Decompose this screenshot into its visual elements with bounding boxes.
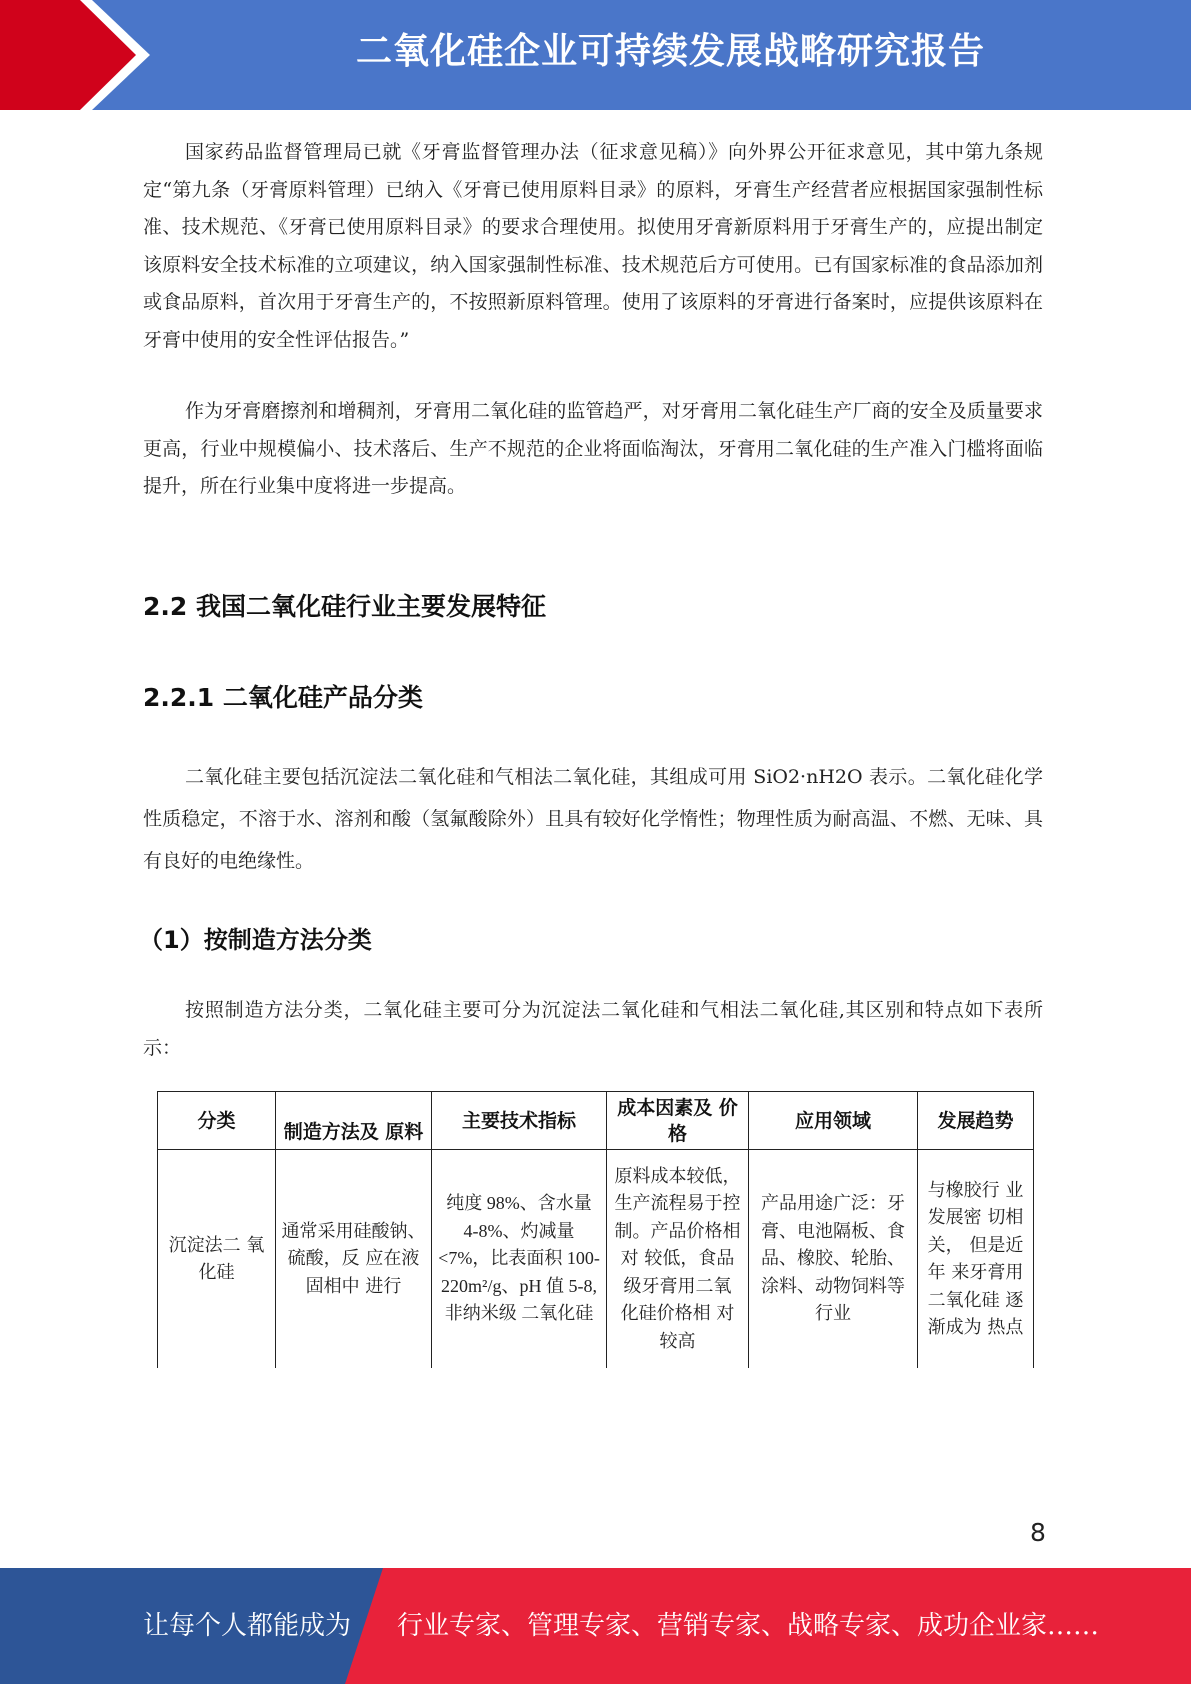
table-cell-specs: 纯度 98%、含水量 4-8%、灼减量 <7%，比表面积 100-220m²/g、pH 值 5-8, 非纳米级 二氧化硅 — [438, 1193, 600, 1324]
table-header-method: 制造方法及 原料 — [283, 1121, 424, 1143]
page-number: 8 — [1030, 1518, 1046, 1547]
page-footer — [0, 1568, 1191, 1684]
section-heading-2-2: 2.2 我国二氧化硅行业主要发展特征 — [143, 592, 546, 621]
table-header-specs: 主要技术指标 — [461, 1109, 576, 1132]
footer-slogan-left: 让每个人都能成为 — [143, 1611, 352, 1641]
table-cell-method: 通常采用硅酸钠、硫酸，反 应在液固相中 进行 — [281, 1220, 426, 1297]
section-heading-2-2-1: 2.2.1 二氧化硅产品分类 — [143, 683, 423, 712]
paragraph-supervision: 作为牙膏磨擦剂和增稠剂，牙膏用二氧化硅的监管趋严，对牙膏用二氧化硅生产厂商的安全及质量要求更高，行业中规模偏小、技术落后、生产不规范的企业将面临淘汰，牙膏用二氧化硅的生产准入门槛将面临提升，所在行业集中度将进一步提高。 — [143, 400, 1043, 497]
table-rule — [1033, 1091, 1034, 1368]
table-header-cost: 成本因素及 价格 — [617, 1096, 738, 1145]
table-header-applications: 应用领域 — [794, 1109, 871, 1132]
report-title: 二氧化硅企业可持续发展战略研究报告 — [355, 31, 985, 72]
classification-table — [157, 1091, 1034, 1368]
page-header — [0, 0, 1191, 110]
table-header-trend: 发展趋势 — [937, 1109, 1014, 1132]
header-chevron-decoration — [0, 0, 160, 110]
table-cell-trend: 与橡胶行 业发展密 切相关， 但是近年 来牙膏用二氧化硅 逐渐成为 热点 — [927, 1179, 1024, 1338]
paragraph-table-intro: 按照制造方法分类，二氧化硅主要可分为沉淀法二氧化硅和气相法二氧化硅,其区别和特点如下表所示： — [143, 999, 1043, 1059]
paragraph-composition: 二氧化硅主要包括沉淀法二氧化硅和气相法二氧化硅，其组成可用 SiO2·nH2O 表示。二氧化硅化学性质稳定，不溶于水、溶剂和酸（氢氟酸除外）且具有较好化学惰性；物理性质为耐高温、不燃、无味、具有良好的电绝缘性。 — [143, 766, 1043, 872]
table-cell-cost: 原料成本较低，生产流程易于控制。产品价格相对 较低，食品级牙膏用二氧 化硅价格相 对较高 — [614, 1165, 741, 1352]
paragraph-regulation: 国家药品监督管理局已就《牙膏监督管理办法（征求意见稿）》向外界公开征求意见，其中第九条规定“第九条（牙膏原料管理）已纳入《牙膏已使用原料目录》的原料，牙膏生产经营者应根据国家强制性标准、技术规范、《牙膏已使用原料目录》的要求合理使用。拟使用牙膏新原料用于牙膏生产的，应提出制定该原料安全技术标准的立项建议，纳入国家强制性标准、技术规范后方可使用。已有国家标准的食品添加剂或食品原料，首次用于牙膏生产的，不按照新原料管理。使用了该原料的牙膏进行备案时，应提供该原料在牙膏中使用的安全性评估报告。” — [143, 141, 1043, 351]
footer-slogan-right: 行业专家、管理专家、营销专家、战略专家、成功企业家…… — [397, 1611, 1100, 1641]
table-header-category: 分类 — [197, 1109, 236, 1132]
table-cell-applications: 产品用途广泛：牙膏、电池隔板、食品、橡胶、轮胎、涂料、动物饲料等行业 — [761, 1193, 905, 1325]
subsection-heading-manufacturing: （1）按制造方法分类 — [139, 926, 372, 954]
table-cell-category: 沉淀法二 氧化硅 — [168, 1234, 265, 1283]
